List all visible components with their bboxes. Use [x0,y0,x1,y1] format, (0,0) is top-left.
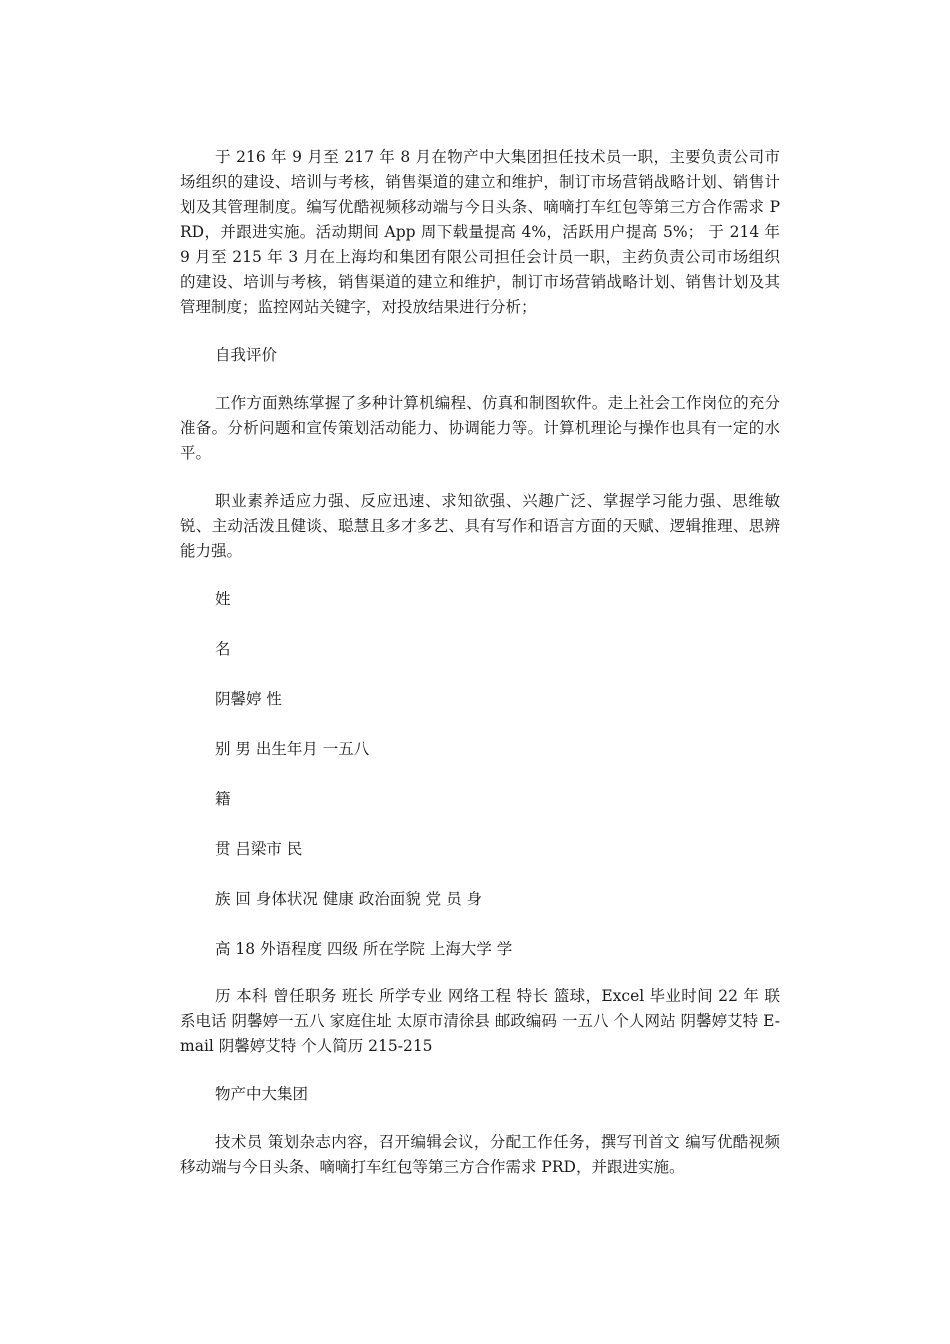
document-body [180,145,780,1203]
job-description-paragraph: 技术员 策划杂志内容，召开编辑会议，分配工作任务，撰写刊首文 编写优酷视频移动端与今日头条、嘀嘀打车红包等第三方合作需求 PRD，并跟进实施。 [180,1133,780,1176]
info-line: 族 回 身体状况 健康 政治面貌 党 员 身 [215,890,482,908]
info-line: 名 [215,640,231,658]
info-line: 贯 吕梁市 民 [215,840,303,858]
self-evaluation-paragraph-professional: 职业素养适应力强、反应迅速、求知欲强、兴趣广泛、掌握学习能力强、思维敏锐、主动活泼且健谈、聪慧且多才多艺、具有写作和语言方面的天赋、逻辑推理、思辨能力强。 [180,492,780,560]
info-line: 阴馨婷 性 [215,690,282,708]
self-evaluation-heading: 自我评价 [215,346,278,364]
info-line: 高 18 外语程度 四级 所在学院 上海大学 学 [215,940,513,958]
info-line: 别 男 出生年月 一五八 [215,740,370,758]
info-line: 籍 [215,790,231,808]
work-experience-paragraph: 于 216 年 9 月至 217 年 8 月在物产中大集团担任技术员一职，主要负责公司市场组织的建设、培训与考核，销售渠道的建立和维护，制订市场营销战略计划、销售计划及其管理制度。编写优酷视频移动端与今日头条、嘀嘀打车红包等第三方合作需求 PRD，并跟进实施。活动期间 App 周下载量提高 4%，活跃用户提高 5%； 于 214 年 9 月至 215 年 3 月在上海均和集团有限公司担任会计员一职，主药负责公司市场组织的建设、培训与考核，销售渠道的建立和维护，制订市场营销战略计划、销售计划及其管理制度；监控网站关键字，对投放结果进行分析； [180,148,780,316]
self-evaluation-paragraph-work: 工作方面熟练掌握了多种计算机编程、仿真和制图软件。走上社会工作岗位的充分准备。分析问题和宣传策划活动能力、协调能力等。计算机理论与操作也具有一定的水平。 [180,394,780,462]
personal-info-paragraph: 历 本科 曾任职务 班长 所学专业 网络工程 特长 篮球，Excel 毕业时间 22 年 联系电话 阴馨婷一五八 家庭住址 太原市清徐县 邮政编码 一五八 个人网站 阴馨婷艾特 E-mail 阴馨婷艾特 个人简历 215-215 [180,987,780,1055]
company-heading: 物产中大集团 [215,1085,309,1103]
info-line: 姓 [215,590,231,608]
